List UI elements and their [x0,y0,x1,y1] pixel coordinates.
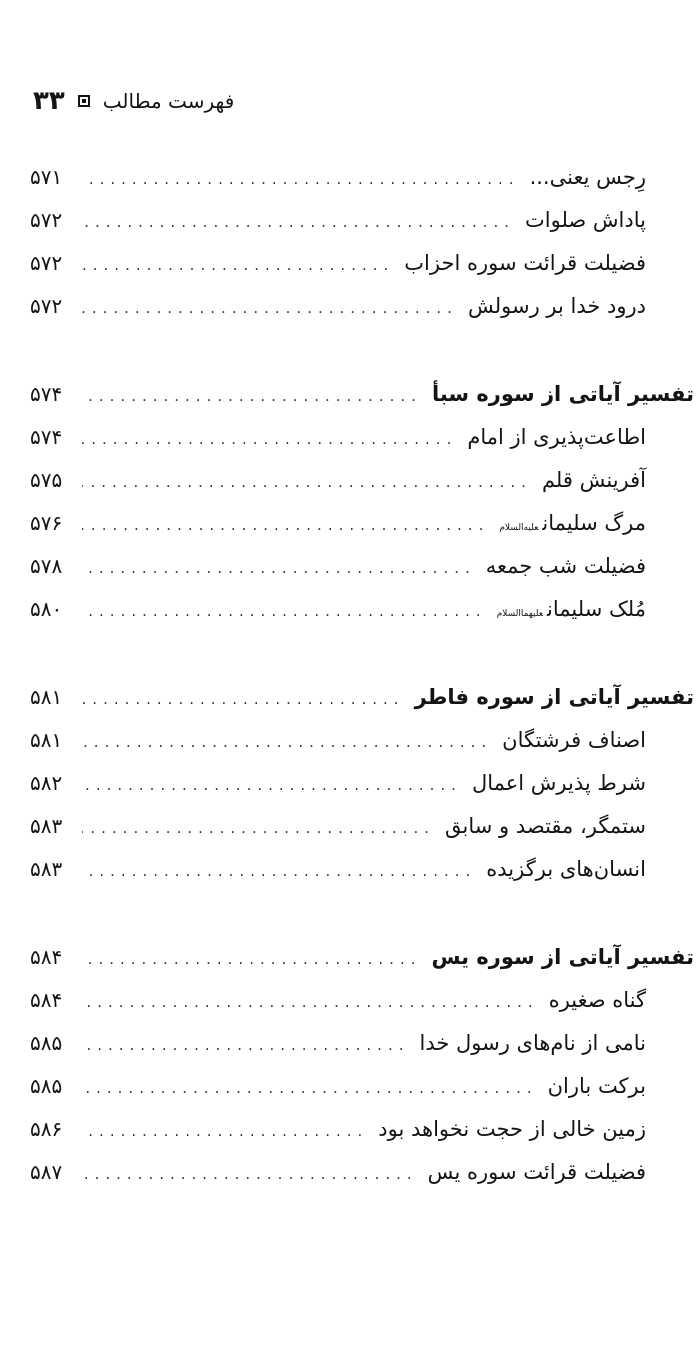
dot-leader [82,1110,368,1153]
toc-entry-page-number: ۵۸۰ [30,597,63,621]
toc-entry-title: مُلک سلیمانعلیهماالسلام [496,597,646,621]
dot-leader [82,158,520,201]
dot-leader [82,1024,409,1067]
toc-entry-title: درود خدا بر رسولش [467,294,646,318]
alayhi-salam-mark: علیه‌السلام [499,523,539,533]
toc-entry-title: فضیلت قرائت سوره احزاب [404,251,646,275]
toc-entry [30,1108,694,1151]
toc-entry [30,416,694,459]
toc-entry-page-number: ۵۷۴ [30,382,63,406]
toc-section [30,936,694,1194]
running-head-title: فهرست مطالب [102,89,235,113]
toc-entry-page-number: ۵۸۷ [30,1160,63,1184]
toc-entry-page-number: ۵۸۴ [30,945,63,969]
toc-entry-title: فضیلت قرائت سوره یس [427,1160,646,1184]
toc-entry [30,719,694,762]
toc-section-heading [30,373,694,416]
toc-section [30,156,694,328]
toc-entry-page-number: ۵۷۲ [30,294,63,318]
toc-entry-title: شرط پذیرش اعمال [471,771,646,795]
toc-section [30,676,694,891]
dot-leader [82,590,487,633]
toc-entry-page-number: ۵۸۶ [30,1117,63,1141]
alayhi-salam-mark: علیهماالسلام [496,609,544,619]
dot-leader [82,418,457,461]
toc-entry [30,285,694,328]
toc-entry-title: مرگ سلیمانعلیه‌السلام [499,511,646,535]
toc-entry-page-number: ۵۸۵ [30,1031,63,1055]
toc-entry-title: آفرینش قلم [541,468,646,492]
running-head-page-number: ۳۳ [33,86,65,116]
toc-entry-page-number: ۵۷۲ [30,251,63,275]
toc-list [30,156,694,1194]
toc-entry-page-number: ۵۸۱ [30,685,63,709]
toc-entry-title: برکت باران [547,1074,646,1098]
toc-entry-page-number: ۵۸۳ [30,857,63,881]
toc-entry-title: زمین خالی از حجت نخواهد بود [378,1117,646,1141]
toc-entry-page-number: ۵۷۲ [30,208,63,232]
toc-entry [30,805,694,848]
toc-entry [30,242,694,285]
toc-entry-page-number: ۵۷۸ [30,554,63,578]
dot-leader [82,1153,418,1196]
toc-entry-title: تفسیر آیاتی از سوره یس [431,945,694,969]
toc-entry [30,1065,694,1108]
toc-entry [30,459,694,502]
toc-entry [30,979,694,1022]
toc-entry [30,199,694,242]
toc-entry-title: گناه صغیره [548,988,646,1012]
toc-entry-title: انسان‌های برگزیده [486,857,646,881]
dot-leader [82,807,435,850]
running-head [33,86,234,116]
dot-leader [82,850,476,893]
square-bullet-icon [78,95,90,107]
toc-entry-page-number: ۵۸۳ [30,814,63,838]
toc-entry-title: رِجس یعنی... [529,165,646,189]
dot-leader [82,504,489,547]
dot-leader [82,375,422,418]
toc-entry [30,848,694,891]
dot-leader [82,461,532,504]
toc-entry-title: تفسیر آیاتی از سوره سبأ [431,382,694,406]
dot-leader [82,981,539,1024]
toc-entry [30,1151,694,1194]
square-bullet-inner [82,99,86,103]
toc-entry-title: ستمگر، مقتصد و سابق [445,814,646,838]
dot-leader [82,721,492,764]
toc-entry [30,588,694,631]
toc-entry-title: پاداش صلوات [525,208,646,232]
toc-entry-page-number: ۵۷۱ [30,165,63,189]
dot-leader [82,287,458,330]
toc-entry [30,502,694,545]
toc-section [30,373,694,631]
dot-leader [82,938,421,981]
dot-leader [82,201,515,244]
toc-entry-title: تفسیر آیاتی از سوره فاطر [414,685,694,709]
dot-leader [82,678,405,721]
toc-entry-page-number: ۵۸۵ [30,1074,63,1098]
toc-entry [30,156,694,199]
toc-entry-page-number: ۵۷۴ [30,425,63,449]
toc-entry-page-number: ۵۷۵ [30,468,63,492]
toc-entry-title: فضیلت شب جمعه [485,554,646,578]
toc-entry-page-number: ۵۸۱ [30,728,63,752]
toc-entry [30,1022,694,1065]
dot-leader [82,547,476,590]
toc-entry [30,762,694,805]
dot-leader [82,244,394,287]
toc-section-heading [30,676,694,719]
toc-entry-title: اطاعت‌پذیری از امام [467,425,646,449]
dot-leader [82,764,462,807]
toc-entry-page-number: ۵۸۲ [30,771,63,795]
toc-entry-page-number: ۵۸۴ [30,988,63,1012]
dot-leader [82,1067,538,1110]
toc-entry [30,545,694,588]
toc-entry-title: نامی از نام‌های رسول خدا [419,1031,646,1055]
toc-entry-title: اصناف فرشتگان [502,728,646,752]
toc-section-heading [30,936,694,979]
toc-entry-page-number: ۵۷۶ [30,511,63,535]
